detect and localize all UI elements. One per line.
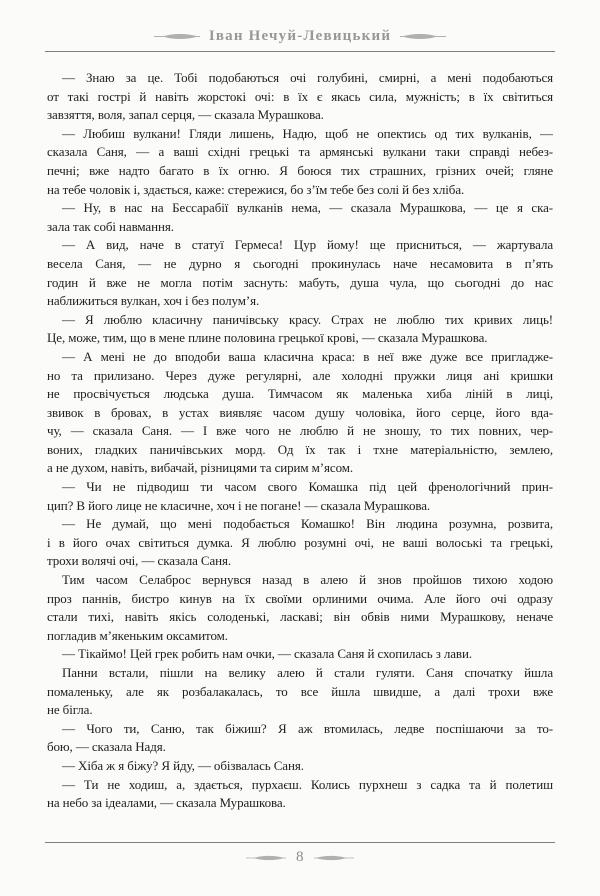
text-line: звивок в бровах, в устах виявляє часом душу чоловіка, його серце, його вда- <box>47 404 553 420</box>
feather-ornament-left-icon <box>246 853 286 863</box>
text-line: не просвічується людська душа. Тимчасом як маленька хиба ліній в лиці, <box>47 386 553 402</box>
text-line: — Чи не підводиш ти часом свого Комашка під цей френологічний прин- <box>62 479 553 495</box>
text-line: — Не думай, що мені подобається Комашко! Він людина розумна, розвита, <box>62 516 553 532</box>
text-line: зала так собі навмання. <box>47 218 174 234</box>
text-line: воних, гладких паничівських морд. Од їх так і тхне матеріальністю, землею, <box>47 441 553 457</box>
text-line: сказала Саня, — а ваші східні грецькі та армянські вулкани таки справді небез- <box>47 144 553 160</box>
page-header-author: Іван Нечуй-Левицький <box>208 28 392 44</box>
text-line: — Тікаймо! Цей грек робить нам очки, — сказала Саня й схопилась з лави. <box>62 646 472 662</box>
running-header <box>45 28 555 45</box>
text-line: — А вид, наче в статуї Гермеса! Цур йому! ще присниться, — жартувала <box>62 237 553 253</box>
page-number: 8 <box>296 849 304 865</box>
footer-rule <box>45 842 555 843</box>
text-line: — Я люблю класичну паничівську красу. Страх не люблю тих кривих лиць! <box>62 311 553 327</box>
text-line: завзяття, воля, запал серця, — сказала Мурашкова. <box>47 107 324 123</box>
text-line: весела Саня, — не дурно я сьогодні прокинулась наче несамовита в п’ять <box>47 255 553 271</box>
header-rule <box>45 51 555 52</box>
text-line: — Хіба ж я біжу? Я йду, — обізвалась Саня. <box>62 757 304 773</box>
feather-ornament-left-icon <box>154 31 200 42</box>
text-line: но та прилизано. Через дуже регулярні, але холодні пружки лиця ані кришки <box>47 367 553 383</box>
text-line: цип? В його лице не класичне, хоч і не погане! — сказала Мурашкова. <box>47 497 431 513</box>
text-line: — Ти не ходиш, а, здається, пурхаєш. Колись пурхнеш з садка та й полетиш <box>62 776 553 792</box>
page-footer <box>0 849 600 866</box>
feather-ornament-right-icon <box>314 853 354 863</box>
page-text <box>47 69 553 817</box>
text-line: — Любиш вулкани! Гляди лишень, Надю, щоб не опектись од тих вулканів, — <box>62 125 553 141</box>
text-line: бою, — сказала Надя. <box>47 739 166 755</box>
text-line: — Знаю за це. Тобі подобаються очі голубині, смирні, а мені подобаються <box>62 70 553 85</box>
text-line: годин й вже не могла потім заснуть: мабуть, душа чула, що сьогодні до нас <box>47 274 553 290</box>
text-line: Це, може, тим, що в мене плине половина грецької крові, — сказала Мурашкова. <box>47 330 488 346</box>
text-line: проз паннів, бистро кинув на їх своїми орлиними очима. Але його очі одразу <box>47 590 553 606</box>
text-line: чу, — сказала Саня. — І вже чого не люблю й не зношу, то тих повних, чер- <box>47 423 553 439</box>
text-line: наближиться вулкан, хоч і без полум’я. <box>47 293 260 309</box>
text-line: погладив м’якеньким оксамитом. <box>47 627 228 643</box>
text-line: — Ну, в нас на Бессарабії вулканів нема, — сказала Мурашкова, — це я ска- <box>62 200 553 216</box>
feather-ornament-right-icon <box>400 31 446 42</box>
text-line: не бігла. <box>47 702 93 718</box>
text-line: Тим часом Селаброс вернувся назад в алею й знов пройшов тихою ходою <box>62 572 553 588</box>
text-line: помаленьку, але як розбалакалась, то все йшла швидше, а далі трохи вже <box>47 683 553 699</box>
text-line: на тебе чоловік і, здається, каже: стережися, бо з’їм тебе без солі й без хліба. <box>47 181 465 197</box>
text-line: стали тихі, навіть якісь солоденькі, ласкаві; він обвів ними Мурашкову, неначе <box>47 609 553 625</box>
text-line: і в його очах світиться думка. Я люблю розумні очі, не ваші волоські та грецькі, <box>47 534 553 550</box>
text-line: — Чого ти, Саню, так біжиш? Я аж втомилась, ледве поспішаючи за то- <box>62 720 553 736</box>
text-line: Панни встали, пішли на велику алею й стали гуляти. Саня спочатку йшла <box>62 665 553 680</box>
text-line: а не духом, навіть, вибачай, різницями та сирим м’ясом. <box>47 460 353 476</box>
text-line: печні; вже надто багато в їх огню. Я боюся тих страшних, грізних очей; гляне <box>47 162 553 178</box>
text-line: трохи волячі очі, — сказала Саня. <box>47 553 232 569</box>
text-line: — А мені не до вподоби ваша класична краса: в неї вже дуже все пригладже- <box>62 348 553 364</box>
text-line: от такі гострі й навіть жорстокі очі: в їх є якась сила, мужність; в їх світиться <box>47 88 553 104</box>
text-line: на небо за ідеалами, — сказала Мурашкова. <box>47 795 286 811</box>
